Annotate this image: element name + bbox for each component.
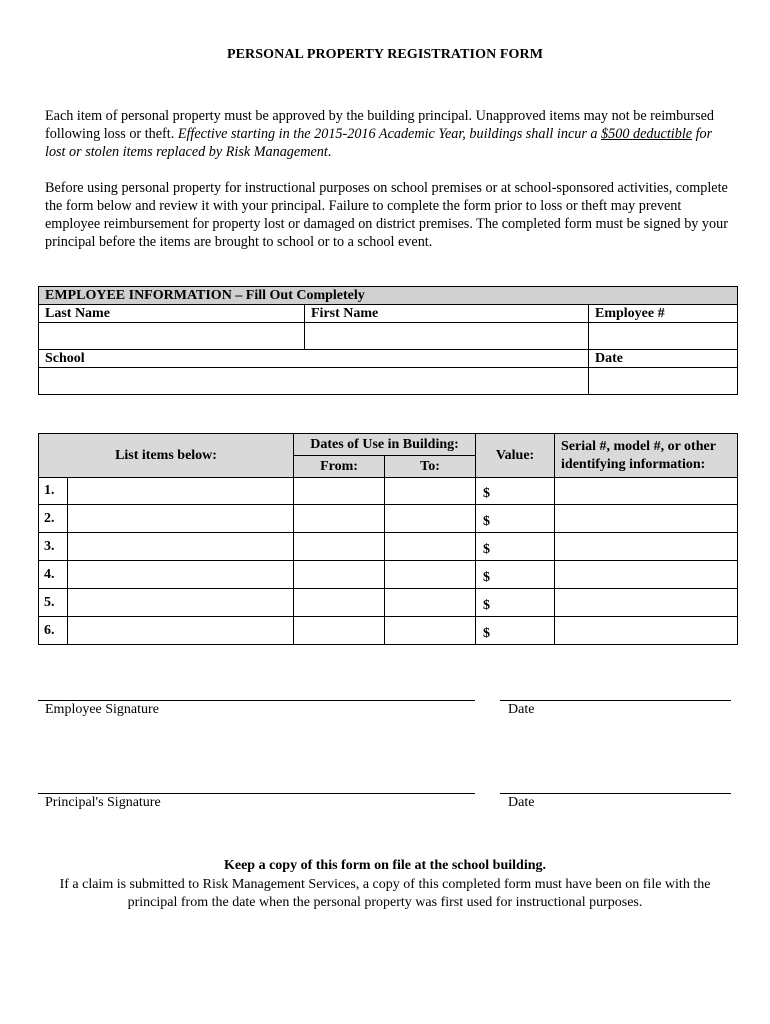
- deductible-text: Effective starting in the 2015-2016 Academic Year, buildings shall incur a: [177, 126, 602, 142]
- intro-paragraph-instructions: Before using personal property for instructional purposes on school premises or at school-sponsored activities, complete the form below and review it with your principal. Failure to complete the form prior to loss or theft may prevent employee reimbursement for property lost or damaged on district premises. The completed form must be signed by your principal before the items are brought to school or to a school event.: [45, 180, 728, 250]
- date-label: Date: [589, 350, 738, 368]
- serial-field[interactable]: [555, 617, 738, 645]
- item-description-field[interactable]: [68, 561, 294, 589]
- row-number: 4.: [39, 561, 68, 589]
- date-field[interactable]: [589, 368, 738, 395]
- from-date-field[interactable]: [294, 561, 385, 589]
- employee-number-label: Employee #: [589, 305, 738, 323]
- intro-approval-text: Each item of personal property must be approved by the building principal. Unapproved items may not be reimbursed following loss or theft.: [45, 108, 715, 142]
- item-description-field[interactable]: [68, 505, 294, 533]
- serial-field[interactable]: [555, 533, 738, 561]
- item-description-field[interactable]: [68, 478, 294, 505]
- footer-claim-note: If a claim is submitted to Risk Management Services, a copy of this completed form must have been on file with the principal from the date when the personal property was first used for instructional purposes.: [59, 877, 711, 910]
- from-date-field[interactable]: [294, 478, 385, 505]
- principal-signature-label: Principal's Signature: [45, 795, 161, 810]
- form-title: PERSONAL PROPERTY REGISTRATION FORM: [226, 47, 544, 62]
- principal-signature-line[interactable]: [38, 793, 475, 794]
- employee-number-field[interactable]: [589, 323, 738, 350]
- value-header: Value:: [476, 434, 555, 478]
- item-row: [39, 561, 738, 589]
- employee-signature-label: Employee Signature: [45, 702, 159, 717]
- value-field[interactable]: $: [476, 617, 555, 645]
- serial-field[interactable]: [555, 478, 738, 505]
- property-items-table: [38, 433, 738, 645]
- to-header: To:: [385, 456, 476, 478]
- from-date-field[interactable]: [294, 505, 385, 533]
- row-number: 3.: [39, 533, 68, 561]
- school-field[interactable]: [39, 368, 589, 395]
- to-date-field[interactable]: [385, 561, 476, 589]
- row-number: 2.: [39, 505, 68, 533]
- value-field[interactable]: $: [476, 478, 555, 505]
- employee-info-header: EMPLOYEE INFORMATION – Fill Out Completely: [39, 287, 738, 305]
- value-field[interactable]: $: [476, 533, 555, 561]
- from-header: From:: [294, 456, 385, 478]
- list-items-header: List items below:: [39, 434, 294, 478]
- row-number: 5.: [39, 589, 68, 617]
- row-number: 6.: [39, 617, 68, 645]
- serial-field[interactable]: [555, 505, 738, 533]
- value-field[interactable]: $: [476, 589, 555, 617]
- from-date-field[interactable]: [294, 533, 385, 561]
- row-number: 1.: [39, 478, 68, 505]
- from-date-field[interactable]: [294, 589, 385, 617]
- item-description-field[interactable]: [68, 617, 294, 645]
- deductible-amount: $500 deductible: [601, 126, 693, 142]
- principal-date-line[interactable]: [500, 793, 731, 794]
- item-description-field[interactable]: [68, 589, 294, 617]
- last-name-field[interactable]: [39, 323, 305, 350]
- intro-period: .: [327, 144, 332, 160]
- item-row: [39, 505, 738, 533]
- to-date-field[interactable]: [385, 617, 476, 645]
- from-date-field[interactable]: [294, 617, 385, 645]
- item-row: [39, 478, 738, 505]
- to-date-field[interactable]: [385, 589, 476, 617]
- intro-paragraph-approval: [45, 107, 730, 161]
- principal-date-label: Date: [508, 795, 535, 810]
- item-row: [39, 533, 738, 561]
- serial-field[interactable]: [555, 589, 738, 617]
- value-field[interactable]: $: [476, 561, 555, 589]
- footer-keep-copy: Keep a copy of this form on file at the school building.: [223, 858, 546, 873]
- dates-of-use-header: Dates of Use in Building:: [294, 434, 476, 456]
- last-name-label: Last Name: [39, 305, 305, 323]
- item-row: [39, 617, 738, 645]
- serial-header: Serial #, model #, or other identifying information:: [555, 434, 738, 478]
- employee-signature-line[interactable]: [38, 700, 475, 701]
- item-row: [39, 589, 738, 617]
- serial-field[interactable]: [555, 561, 738, 589]
- employee-date-line[interactable]: [500, 700, 731, 701]
- employee-date-label: Date: [508, 702, 535, 717]
- to-date-field[interactable]: [385, 478, 476, 505]
- value-field[interactable]: $: [476, 505, 555, 533]
- item-description-field[interactable]: [68, 533, 294, 561]
- first-name-label: First Name: [305, 305, 589, 323]
- school-label: School: [39, 350, 589, 368]
- deductible-text-end: for lost or stolen items replaced by Risk Management: [45, 126, 713, 160]
- first-name-field[interactable]: [305, 323, 589, 350]
- to-date-field[interactable]: [385, 505, 476, 533]
- to-date-field[interactable]: [385, 533, 476, 561]
- employee-information-table: [38, 286, 738, 395]
